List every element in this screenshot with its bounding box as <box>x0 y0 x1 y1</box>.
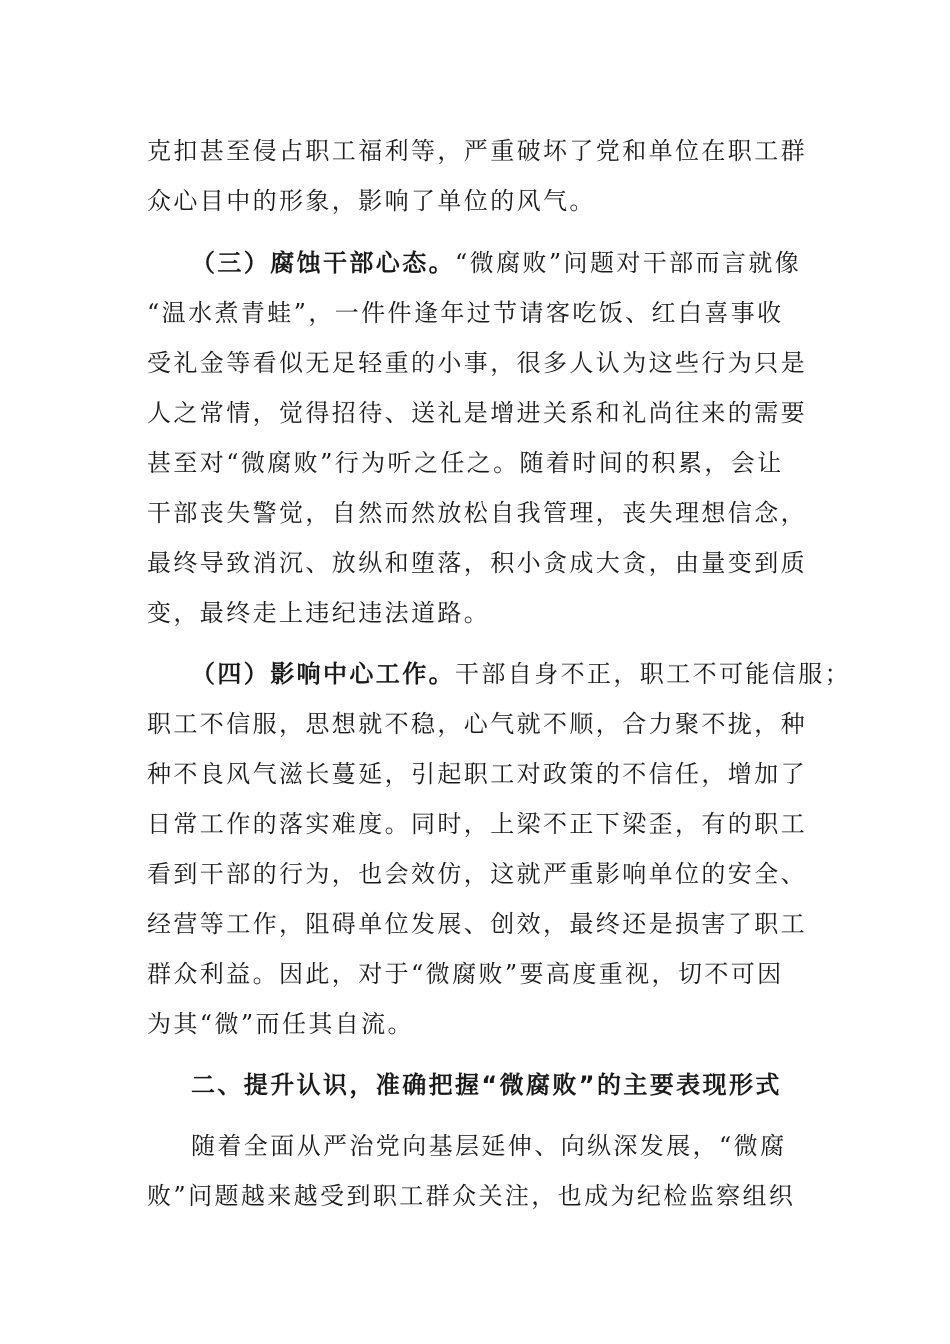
paragraph-heading: （四）影响中心工作。 <box>191 660 455 688</box>
text-line: 职工不信服，思想就不稳，心气就不顺，合力聚不拢，种 <box>147 710 807 738</box>
paragraph-continuation <box>147 126 807 226</box>
text-line: 变，最终走上违纪违法道路。 <box>147 599 491 627</box>
text-line: 众心目中的形象，影响了单位的风气。 <box>147 187 596 215</box>
text-line: 人之常情，觉得招待、送礼是增进关系和礼尚往来的需要 <box>147 399 807 427</box>
text-segment: “微腐败”问题对干部而言就像 <box>455 249 802 277</box>
text-line: 最终导致消沉、放纵和堕落，积小贪成大贪，由量变到质 <box>147 549 807 577</box>
text-line: 受礼金等看似无足轻重的小事，很多人认为这些行为只是 <box>147 349 807 377</box>
text-line: 经营等工作，阻碍单位发展、创效，最终还是损害了职工 <box>147 910 807 938</box>
text-line: “温水煮青蛙”，一件件逢年过节请客吃饭、红白喜事收 <box>147 299 784 327</box>
text-line: 败”问题越来越受到职工群众关注，也成为纪检监察组织 <box>147 1182 796 1210</box>
paragraph-heading: （三）腐蚀干部心态。 <box>191 249 455 277</box>
text-line <box>147 238 807 288</box>
text-line: 为其“微”而任其自流。 <box>147 1010 414 1038</box>
text-line: 群众利益。因此，对于“微腐败”要高度重视，切不可因 <box>147 960 784 988</box>
text-line: 看到干部的行为，也会效仿，这就严重影响单位的安全、 <box>147 860 807 888</box>
text-line <box>147 649 851 699</box>
text-line: 随着全面从严治党向基层延伸、向纵深发展，“微腐 <box>191 1132 787 1160</box>
paragraph-corrode-mindset <box>147 238 807 638</box>
text-line: 克扣甚至侵占职工福利等，严重破坏了党和单位在职工群 <box>147 137 807 165</box>
paragraph-affect-work <box>147 649 851 1049</box>
text-line: 种不良风气滋长蔓延，引起职工对政策的不信任，增加了 <box>147 760 807 788</box>
text-line: 干部丧失警觉，自然而然放松自我管理，丧失理想信念， <box>147 499 807 527</box>
text-line: 日常工作的落实难度。同时，上梁不正下梁歪，有的职工 <box>147 810 807 838</box>
section-heading <box>147 1060 807 1110</box>
section-title: 二、提升认识，准确把握“微腐败”的主要表现形式 <box>191 1071 782 1099</box>
text-line: 甚至对“微腐败”行为听之任之。随着时间的积累，会让 <box>147 449 784 477</box>
text-segment: 干部自身不正，职工不可能信服； <box>455 660 851 688</box>
paragraph-section-intro <box>147 1121 807 1221</box>
